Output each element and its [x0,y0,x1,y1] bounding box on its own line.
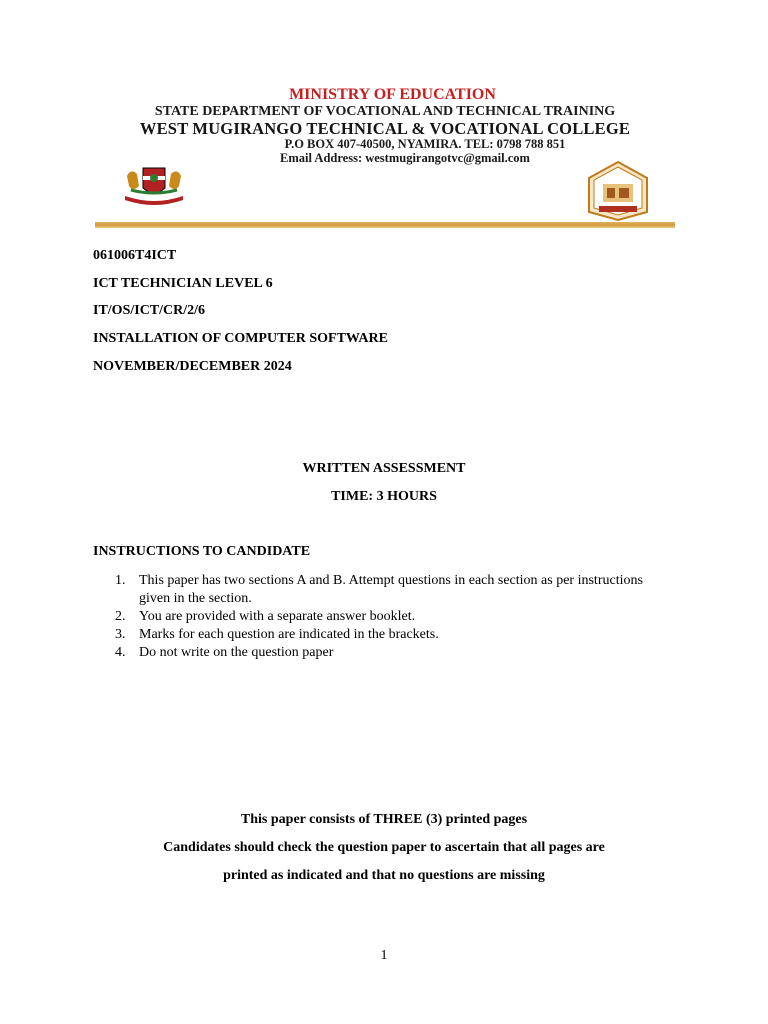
list-item-number: 2. [115,609,126,624]
college-name: WEST MUGIRANGO TECHNICAL & VOCATIONAL COLLEGE [139,119,631,138]
check-note-line-1: Candidates should check the question paper to ascertain that all pages are [163,840,605,855]
qualification-level: ICT TECHNICIAN LEVEL 6 [93,276,273,291]
list-item-number: 3. [115,627,126,642]
list-item [93,572,653,608]
letterhead-rule [95,222,675,228]
department-title: STATE DEPARTMENT OF VOCATIONAL AND TECHNICAL TRAINING [154,104,616,119]
coat-of-arms-icon [121,162,187,206]
list-item [93,644,653,662]
college-email: Email Address: westmugirangotvc@gmail.com [280,151,530,165]
list-item-text: Do not write on the question paper [139,645,334,660]
instructions-list [93,572,653,662]
assessment-type: WRITTEN ASSESSMENT [302,461,466,476]
college-logo-icon [585,160,651,222]
list-item [93,608,653,626]
letterhead [95,82,675,232]
exam-session: NOVEMBER/DECEMBER 2024 [93,359,292,374]
college-address: P.O BOX 407-40500, NYAMIRA. TEL: 0798 788 851 [284,137,566,151]
list-item-number: 1. [115,573,126,588]
unit-code: IT/OS/ICT/CR/2/6 [93,303,206,318]
list-item-text: You are provided with a separate answer booklet. [139,609,416,624]
check-note-line-2: printed as indicated and that no questions are missing [223,868,545,883]
list-item [93,626,653,644]
paper-code: 061006T4ICT [93,248,177,263]
ministry-title: MINISTRY OF EDUCATION [289,86,496,103]
list-item-number: 4. [115,645,126,660]
list-item-text: Marks for each question are indicated in the brackets. [139,627,439,642]
page-count-note: This paper consists of THREE (3) printed pages [240,812,528,827]
assessment-time: TIME: 3 HOURS [331,489,437,504]
unit-title: INSTALLATION OF COMPUTER SOFTWARE [93,331,388,346]
list-item-text: This paper has two sections A and B. Attempt questions in each section as per instructions given in the section. [139,573,643,606]
instructions-heading: INSTRUCTIONS TO CANDIDATE [93,544,311,559]
page-number: 1 [380,948,388,963]
